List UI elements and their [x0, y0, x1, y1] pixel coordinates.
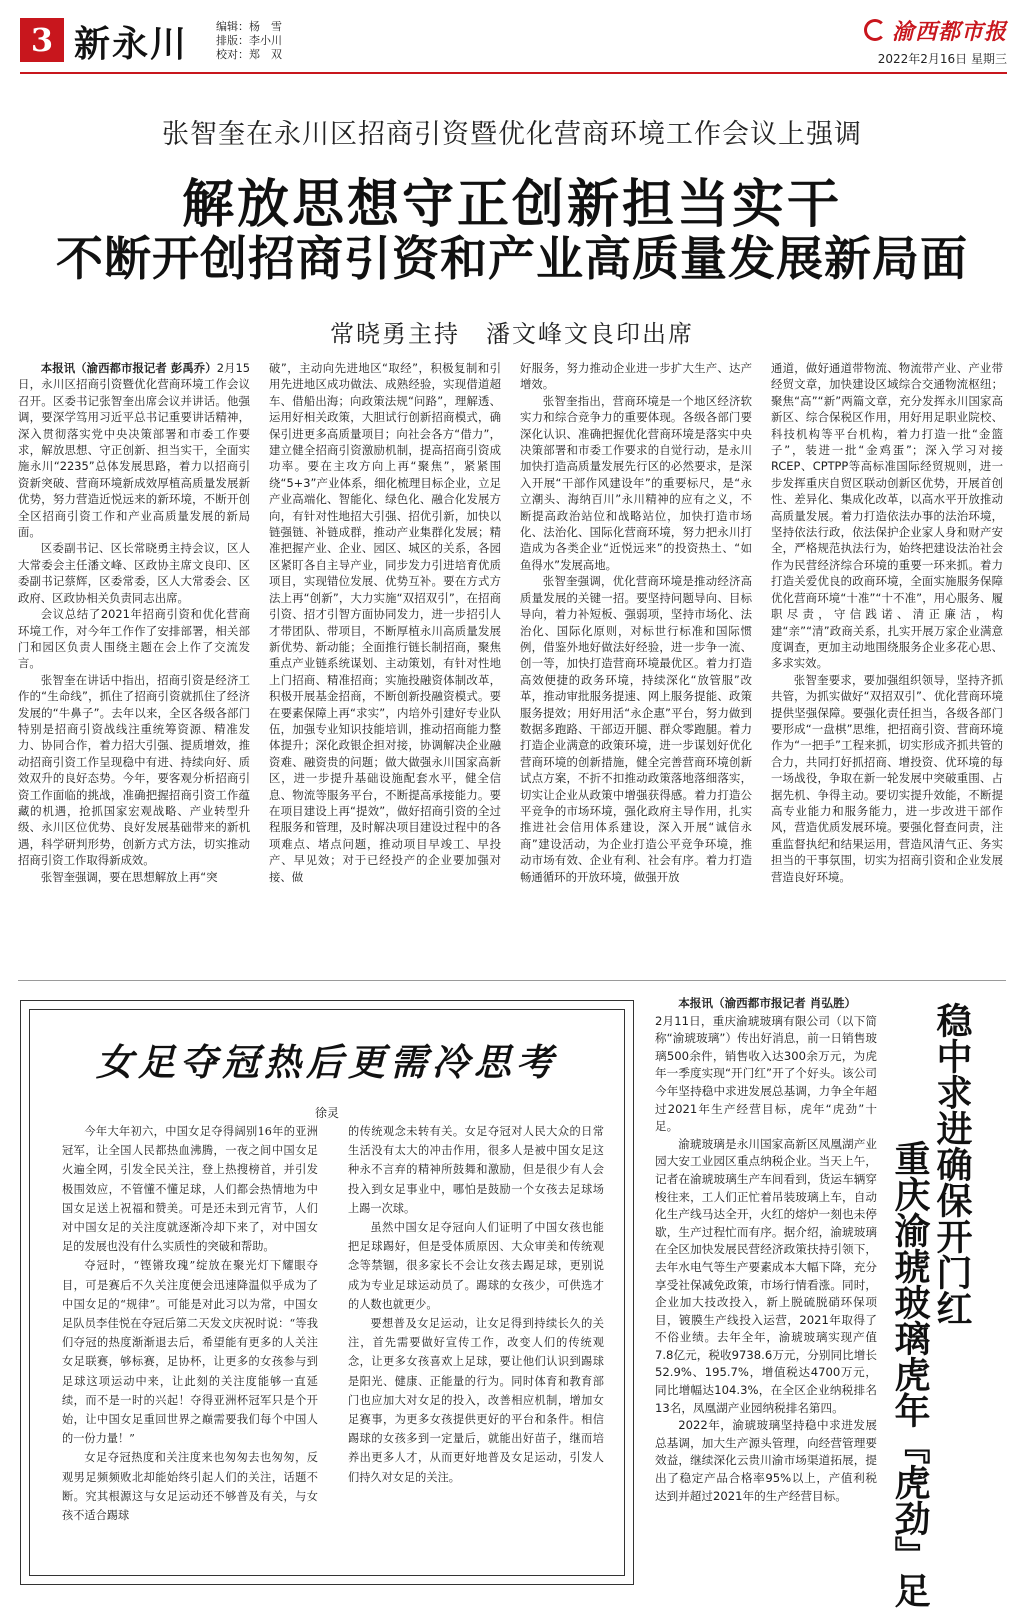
commentary-paragraph: 要想普及女足运动，让女足得到持续长久的关注，首先需要做好宣传工作，改变人们的传统观念，让更多女孩喜欢上足球，要让他们认识到踢球是阳光、健康、正能量的行为。同时体育和教育部门也应加大对女足的投入，改善相应机制，增加女足赛事，为更多女孩提供更好的平台和条件。相信踢球的女孩多到一定量后，就能出好苗子，继而培养出更多人才，从而更好地普及女足运动，引发人们持久对女足的关注。: [348, 1317, 604, 1484]
commentary-column-2: [348, 1122, 604, 1577]
logo-swirl-icon: [864, 19, 886, 41]
main-article-body: [18, 360, 1006, 960]
side-article-paragraph: 2022年，渝琥玻璃坚持稳中求进发展总基调，加大生产源头管理，向经营管理要效益，继续深化云贵川渝市场渠道拓展，提出了稳定产品合格率95%以上，产值利税达到并超过2021年的生产经营目标。: [655, 1418, 877, 1503]
staff-credits: [216, 20, 282, 62]
commentary-title: 女足夺冠热后更需冷思考: [96, 1040, 558, 1084]
side-article-body: [655, 995, 877, 1595]
kicker-headline: 张智奎在永川区招商引资暨优化营商环境工作会议上强调: [162, 119, 862, 150]
article-column-2: [269, 360, 501, 960]
side-headline-line2: 重庆渝琥玻璃虎年『虎劲』足: [889, 1140, 930, 1608]
section-name: 新永川: [74, 23, 189, 65]
commentary-column-1: [62, 1122, 318, 1577]
commentary-inner-frame: [29, 1009, 625, 1576]
newspaper-name: 渝西都市报: [891, 18, 1007, 45]
editor-credit: 编辑：杨 雪: [216, 20, 282, 33]
article-paragraph: 破”，主动向先进地区“取经”，积极复制和引用先进地区成功做法、成熟经验，实现借道超车、借船出海；向政策法规“问路”，理解透、运用好相关政策，大胆试行创新招商模式，确保引进更多高质量项目；向社会各方“借力”，建立健全招商引资激励机制，提高招商引资成功率。要在主攻方向上再“聚焦”，紧紧围绕“5+3”产业体系，细化梳理目标企业，立足产业高端化、智能化、绿色化、融合化发展方向，有针对性地招大引强、招优引新，加快以链强链、补链成群，推动产业集群化发展；精准把握产业、企业、园区、城区的关系，各园区紧盯各自主导产业，同步发力引进培育优质项目，实现错位发展、优势互补。要在方式方法上再“创新”，大力实施“双招双引”，在招商引资、招才引智方面协同发力，进一步招引人才带团队、带项目，不断厚植永川高质量发展新优势、新动能；全面推行链长制招商，聚焦重点产业链系统谋划、主动策划，有针对性地上门招商、精准招商；实施投融资体制改革，积极开展基金招商，不断创新投融资模式。要在要素保障上再“求实”，内培外引建好专业队伍，加强专业知识技能培训，推动招商能力整体提升；深化政银企担对接，协调解决企业融资难、融资贵的问题；做大做强永川国家高新区，进一步提升基础设施配套水平，健全信息、物流等服务平台，不断提高承接能力。要在项目建设上再“提效”，做好招商引资的全过程服务和管理，及时解决项目建设过程中的各项难点、堵点问题，推动项目早竣工、早投产、早见效；对于已经投产的企业要加强对接、做: [269, 361, 501, 884]
article-paragraph: 好服务，努力推动企业进一步扩大生产、达产增效。: [520, 361, 752, 392]
article-byline: 本报讯（渝西都市报记者 彭禹乔）: [40, 361, 217, 375]
section-divider: [18, 980, 1006, 981]
commentary-body: [62, 1122, 604, 1577]
page-number: 3: [20, 18, 64, 62]
masthead-rule: [20, 72, 1007, 74]
layout-credit: 排版：李小川: [216, 34, 282, 47]
publication-date: 2022年2月16日 星期三: [877, 52, 1007, 66]
proofread-credit: 校对：郑 双: [216, 48, 282, 61]
article-paragraph: 区委副书记、区长常晓勇主持会议，区人大常委会主任潘文峰、区政协主席文良印、区委副书记蔡辉，区委常委，区人大常委会、区政府、区政协相关负责同志出席。: [18, 541, 250, 605]
article-paragraph: 通道，做好通道带物流、物流带产业、产业带经贸文章，加快建设区域综合交通物流枢纽；聚焦“高”“新”两篇文章，充分发挥永川国家高新区、综合保税区作用，用好用足职业院校、科技机构等平台机构，着力打造一批“金篮子”，装进一批“金鸡蛋”；深入学习对接RCEP、CPTPP等高标准国际经贸规则，进一步发挥重庆自贸区联动创新区优势，开展首创性、差异化、集成化改革，以高水平开放推动高质量发展。着力打造依法办事的法治环境，坚持依法行政，依法保护企业家人身和财产安全，严格规范执法行为，始终把建设法治社会作为民营经济综合环境的重要一环来抓。着力打造关爱优良的政商环境，全面实施服务保障优化营商环境“十准”“十不准”，用心服务、履职尽责，守信践诺、清正廉洁，构建“亲”“清”政商关系，扎实开展万家企业满意度调查，更加主动地围绕服务企业多花心思、多求实效。: [771, 361, 1003, 671]
article-column-4: [771, 360, 1003, 960]
side-article-byline: 本报讯（渝西都市报记者 肖弘胜）: [678, 996, 857, 1010]
side-headline-line1: 稳中求进确保开门红: [931, 1002, 972, 1326]
main-headline-line2: 不断开创招商引资和产业高质量发展新局面: [56, 232, 968, 287]
article-paragraph: 会议总结了2021年招商引资和优化营商环境工作，对今年工作作了安排部署，相关部门和园区负责人围绕主题在会上作了交流发言。: [18, 607, 250, 671]
commentary-paragraph: 虽然中国女足夺冠向人们证明了中国女孩也能把足球踢好，但是受体质原因、大众审美和传统观念等禁锢，很多家长不会让女孩去踢足球，更别说成为专业足球运动员了。踢球的女孩少，可供选才的人数也就更少。: [348, 1221, 604, 1311]
article-paragraph: 张智奎指出，营商环境是一个地区经济软实力和综合竞争力的重要体现。各级各部门要深化认识、准确把握优化营商环境是落实中央决策部署和市委工作要求的自觉行动，是永川加快打造高质量发展先行区的必然要求，是深入开展“干部作风建设年”的重要标尺，是“永立潮头、海纳百川”永川精神的应有之义，不断提高政治站位和战略站位，加快打造市场化、法治化、国际化营商环境，努力把永川打造成为各类企业“近悦远来”的投资热土、“如鱼得水”发展高地。: [520, 393, 752, 572]
article-paragraph: 本报讯（渝西都市报记者 彭禹乔）2月15日，永川区招商引资暨优化营商环境工作会议召开。区委书记张智奎出席会议并讲话。他强调，要深学笃用习近平总书记重要讲话精神，深入贯彻落实党中央决策部署和市委工作要求，解放思想、守正创新、担当实干，全面实施永川“2235”总体发展思路，着力以招商引资新突破、营商环境新成效厚植高质量发展新优势，努力营造近悦远来的新环境，不断开创全区招商引资工作和产业高质量发展的新局面。: [18, 361, 250, 540]
article-paragraph: 张智奎强调，要在思想解放上再“突: [40, 869, 218, 884]
sub-headline: 常晓勇主持 潘文峰文良印出席: [330, 320, 694, 348]
main-headline-line1: 解放思想守正创新担当实干: [181, 175, 842, 235]
commentary-author: 徐灵: [314, 1106, 339, 1120]
commentary-paragraph: 夺冠时，“铿锵玫瑰”绽放在聚光灯下耀眼夺目，可是赛后不久关注度便会迅速降温似乎成为了中国女足的“规律”。可能是对此习以为常，中国女足队员李佳悦在夺冠后第二天发文庆祝时说：“等我们夺冠的热度渐渐退去后，希望能有更多的人关注女足联赛，够标赛，足协杯，让更多的女孩参与到足球这项运动中来，让此刻的关注度能够一直延续，而不是一时的兴起！夺得亚洲杯冠军只是个开始，让中国女足重回世界之巅需要我们每个中国人的一份力量！”: [62, 1259, 318, 1446]
article-column-1: [18, 360, 250, 960]
article-paragraph: 张智奎要求，要加强组织领导，坚持齐抓共管，为抓实做好“双招双引”、优化营商环境提供坚强保障。要强化责任担当，各级各部门要形成“一盘棋”思维，把招商引资、营商环境作为“一把手”工程来抓，切实形成齐抓共管的合力，共同打好抓招商、增投资、优环境的每一场战役，争取在新一轮发展中突破重围、占据先机、争得主动。要切实提升效能，不断提高专业能力和服务能力，进一步改进干部作风，营造优质发展环境。要强化督查问责，注重监督执纪和结果运用，营造风清气正、务实担当的干事氛围，切实为招商引资和企业发展营造良好环境。: [771, 672, 1003, 884]
commentary-paragraph: 女足夺冠热度和关注度来也匆匆去也匆匆，反观男足频频败北却能始终引起人们的关注，话题不断。究其根源这与女足运动还不够普及有关，与女孩不适合踢球: [62, 1451, 318, 1523]
commentary-box: [20, 1000, 634, 1585]
article-paragraph: 张智奎在讲话中指出，招商引资是经济工作的“生命线”，抓住了招商引资就抓住了经济发展的“牛鼻子”。去年以来，全区各级各部门特别是招商引资战线注重统筹资源、精准发力、协同合作，着力招大引强、提质增效，推动招商引资工作呈现稳中有进、持续向好、质效双升的良好态势。今年，要客观分析招商引资工作面临的挑战，准确把握招商引资工作蕴藏的机遇，抢抓国家宏观战略、产业转型升级、永川区位优势、良好发展基础带来的新机遇，科学研判形势，创新方式方法，切实推动招商引资工作取得新成效。: [18, 672, 250, 868]
masthead: [20, 14, 1007, 66]
side-article-paragraph: 2月11日，重庆渝琥玻璃有限公司（以下简称“渝琥玻璃”）传出好消息，前一日销售玻璃500余件，销售收入达300余万元，为虎年一季度实现“开门红”开了个好头。该公司今年坚持稳中求进发展总基调，力争全年超过2021年生产经营目标，虎年“虎劲”十足。: [655, 1013, 877, 1134]
newspaper-logo: [864, 16, 1007, 44]
article-column-3: [520, 360, 752, 960]
commentary-paragraph: 的传统观念未转有关。女足夺冠对人民大众的日常生活没有太大的冲击作用，很多人是被中国女足这种永不言弃的精神所鼓舞和激励，但是很少有人会投入到女足事业中，哪怕是鼓励一个女孩去足球场上踢一次球。: [348, 1125, 604, 1215]
side-article-paragraph: 渝琥玻璃是永川国家高新区凤凰湖产业园大安工业园区重点纳税企业。当天上午，记者在渝琥玻璃生产车间看到，货运车辆穿梭往来，工人们正忙着吊装玻璃上车，自动化生产线马达全开，火红的熔炉一刻也未停歇，生产过程忙而有序。据介绍，渝琥玻璃在全区加快发展民营经济政策扶持引领下，去年水电气等生产要素成本大幅下降，充分享受社保减免政策，市场行情看涨。同时，企业加大技改投入，新上脱硫脱硝环保项目，镀膜生产线投入运营，2021年取得了不俗业绩。去年全年，渝琥玻璃实现产值7.8亿元，税收9738.6万元，分别同比增长52.9%、195.7%，增值税达4700万元，同比增幅达104.3%，在全区企业纳税排名13名，凤凰湖产业园纳税排名第四。: [655, 1136, 877, 1415]
article-paragraph: 张智奎强调，优化营商环境是推动经济高质量发展的关键一招。要坚持问题导向、目标导向，着力补短板、强弱项，坚持市场化、法治化、国际化原则，对标世行标准和国际惯例，借鉴外地好做法好经验，进一步争一流、创一等，加快打造营商环境最优区。着力打造高效便捷的政务环境，持续深化“放管服”改革，推动审批服务提速、网上服务提能、政策服务提效；用好用活“永企惠”平台，努力做到数据多跑路、干部迈开腿、群众零跑腿。着力打造企业满意的政策环境，进一步谋划好优化营商环境的创新措施，健全完善营商环境创新试点方案，不折不扣推动政策落地落细落实，切实让企业从政策中增强获得感。着力打造公平竞争的市场环境，强化政府主导作用，扎实推进社会信用体系建设，深入开展“诚信永商”建设活动，为企业打造公平竞争环境，推动市场有效、企业有利、社会有序。着力打造畅通循环的开放环境，做强开放: [520, 574, 752, 884]
commentary-paragraph: 今年大年初六，中国女足夺得阔别16年的亚洲冠军，让全国人民都热血沸腾，一夜之间中国女足火遍全网，引发全民关注，登上热搜榜首，并引发极围效应，不管懂不懂足球，人们都会热情地为中国女足送上祝福和赞美。可是还未到元宵节，人们对中国女足的关注度就逐渐冷却下来了，对中国女足的发展也没有什么实质性的突破和帮助。: [62, 1125, 318, 1254]
side-article-paragraph: [655, 995, 877, 1013]
